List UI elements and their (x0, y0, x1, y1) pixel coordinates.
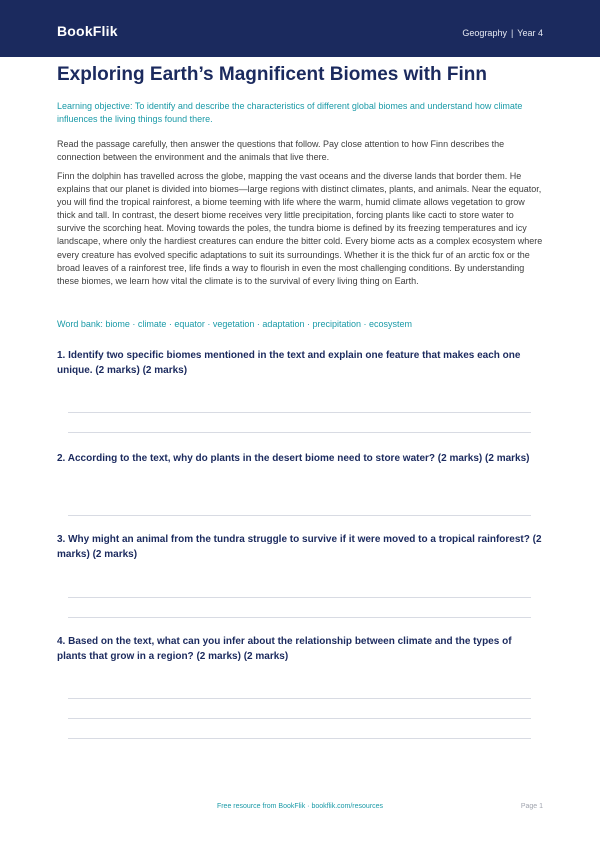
answer-line[interactable] (68, 515, 531, 516)
page-header (0, 0, 600, 57)
separator: | (510, 28, 514, 38)
answer-line[interactable] (68, 617, 531, 618)
question-3: 3. Why might an animal from the tundra struggle to survive if it were moved to a tropical rainforest? (2 marks) (2 marks) (57, 534, 542, 560)
page-title: Exploring Earth’s Magnificent Biomes with Finn (57, 64, 487, 85)
subject-year-label (462, 28, 543, 38)
learning-objective: Learning objective: To identify and describe the characteristics of different global biomes and understand how climate influences the living things found there. (57, 101, 523, 124)
subject-label: Geography (462, 28, 507, 38)
reading-passage: Finn the dolphin has travelled across the globe, mapping the vast oceans and the diverse lands that border them. He explains that our planet is divided into biomes—large regions with distinct climates, plants, and animals. Near the equator, you will find the tropical rainforest, a biome teeming with life where the warm, humid climate allows vegetation to grow thick and tall. In contrast, the desert biome receives very little precipitation, forcing plants like cacti to store water to survive the scorching heat. Moving towards the poles, the tundra biome is defined by its freezing temperatures and icy landscape, where only the hardiest creatures can endure the bitter cold. Every biome acts as a complex ecosystem where every creature has evolved specific adaptations to suit its surroundings. Whether it is the thick fur of an arctic fox or the broad leaves of a rainforest tree, life finds a way to flourish in even the most challenging conditions. By understanding these biomes, we learn how vital the climate is to the survival of every living thing on Earth. (57, 171, 543, 286)
year-label: Year 4 (517, 28, 543, 38)
footer-credit: Free resource from BookFlik · bookflik.com/resources (216, 803, 384, 810)
answer-line[interactable] (68, 718, 531, 719)
question-4: 4. Based on the text, what can you infer about the relationship between climate and the types of plants that grow in a region? (2 marks) (2 marks) (57, 636, 512, 662)
answer-line[interactable] (68, 738, 531, 739)
instructions: Read the passage carefully, then answer the questions that follow. Pay close attention to how Finn describes the connection between the environment and the animals that live there. (57, 139, 505, 162)
answer-line[interactable] (68, 432, 531, 433)
answer-line[interactable] (68, 412, 531, 413)
page-number: Page 1 (520, 803, 543, 810)
answer-line[interactable] (68, 597, 531, 598)
answer-line[interactable] (68, 698, 531, 699)
question-2: 2. According to the text, why do plants in the desert biome need to store water? (2 marks) (2 marks) (57, 453, 530, 464)
question-1: 1. Identify two specific biomes mentioned in the text and explain one feature that makes each one unique. (2 marks) (2 marks) (57, 350, 521, 376)
brand-logo: BookFlik (57, 23, 118, 39)
word-bank: Word bank: biome · climate · equator · vegetation · adaptation · precipitation · ecosystem (57, 319, 413, 329)
